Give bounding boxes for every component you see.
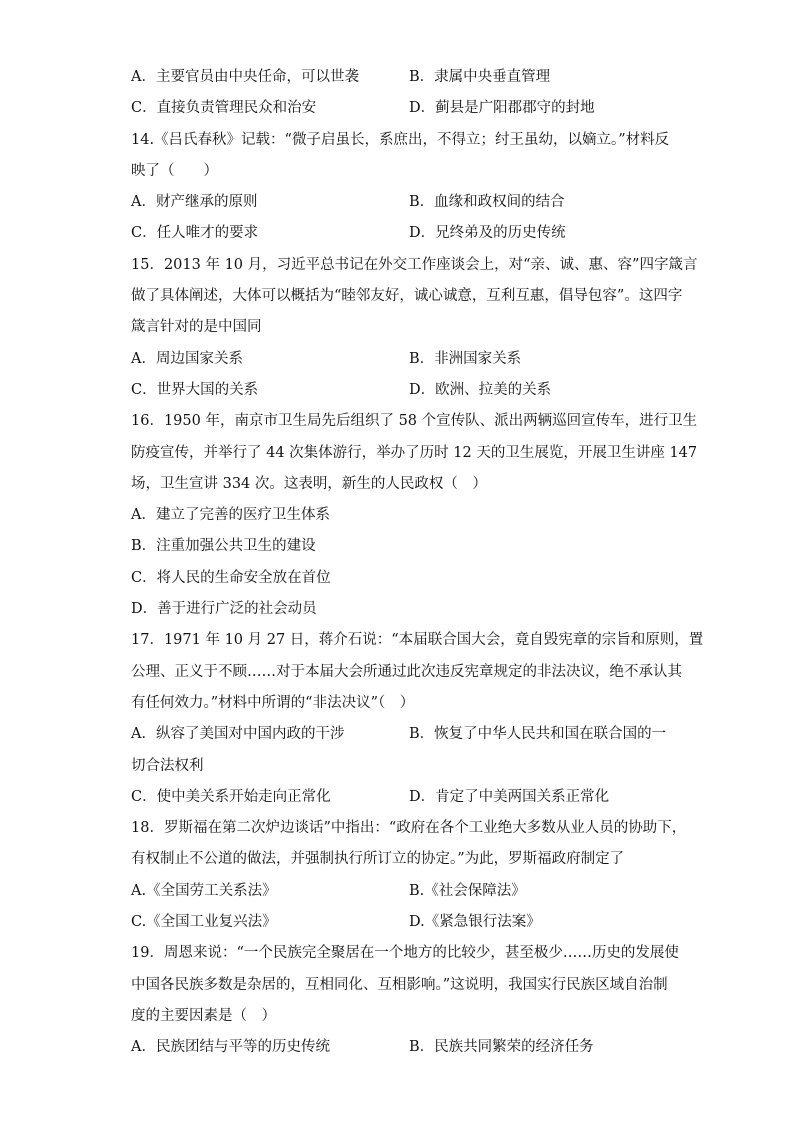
q17-option-c[interactable]: C．使中美关系开始走向正常化: [131, 788, 331, 805]
q19-stem-line1: 19．周恩来说：“一个民族完全聚居在一个地方的比较少，甚至极少……历史的发展使: [131, 945, 679, 962]
q17-options-row1: [131, 719, 671, 750]
q17-option-a[interactable]: A．纵容了美国对中国内政的干涉: [131, 726, 345, 743]
q17-stem-line1: 17．1971 年 10 月 27 日，蒋介石说：“本届联合国大会，竟自毁宪章的宗旨和原则，置: [131, 632, 704, 649]
q16-option-b[interactable]: B．注重加强公共卫生的建设: [131, 538, 316, 555]
q14-stem-line2: 映了（ ）: [131, 162, 218, 179]
q17-option-b[interactable]: B．恢复了中华人民共和国在联合国的一: [409, 726, 667, 743]
q18-option-a[interactable]: A.《全国劳工关系法》: [131, 882, 277, 899]
q19-option-b[interactable]: B．民族共同繁荣的经济任务: [409, 1039, 594, 1056]
q13-option-a[interactable]: A．主要官员由中央任命，可以世袭: [131, 69, 359, 85]
q18-options-row1: [131, 876, 671, 907]
q16-option-a[interactable]: A．建立了完善的医疗卫生体系: [131, 507, 330, 524]
q15-option-b[interactable]: B．非洲国家关系: [409, 350, 522, 367]
q16-option-d[interactable]: D．善于进行广泛的社会动员: [131, 601, 317, 618]
q18-option-d[interactable]: D.《紧急银行法案》: [409, 914, 541, 931]
q19-stem-line2: 中国各民族多数是杂居的，互相同化、互相影响。”这说明，我国实行民族区域自治制: [131, 976, 668, 993]
q16-stem-line2: 防疫宣传，并举行了 44 次集体游行，举办了历时 12 天的卫生展览，开展卫生讲座 147: [131, 444, 698, 461]
q14-stem-line1: 14.《吕氏春秋》记载：“微子启虽长，系庶出，不得立；纣王虽幼，以嫡立。”材料反: [131, 131, 670, 148]
q15-options-row2: [131, 375, 671, 406]
q13-option-d[interactable]: D．蓟县是广阳郡郡守的封地: [409, 100, 595, 117]
q17-options-row2: [131, 782, 671, 813]
q13-options-row2: [131, 93, 671, 124]
q15-options-row1: [131, 344, 671, 375]
q18-stem-line2: 有权制止不公道的做法，并强制执行所订立的协定。”为此，罗斯福政府制定了: [131, 851, 625, 868]
q19-option-a[interactable]: A．民族团结与平等的历史传统: [131, 1039, 330, 1056]
q14-option-a[interactable]: A．财产继承的原则: [131, 194, 258, 211]
q14-option-d[interactable]: D．兄终弟及的历史传统: [409, 225, 566, 242]
q16-stem-line1: 16．1950 年，南京市卫生局先后组织了 58 个宣传队、派出两辆巡回宣传车，进行卫生: [131, 413, 698, 430]
q13-option-b[interactable]: B．隶属中央垂直管理: [409, 69, 551, 85]
q14-option-b[interactable]: B．血缘和政权间的结合: [409, 194, 565, 211]
q18-stem-line1: 18．罗斯福在第二次炉边谈话”中指出：“政府在各个工业绝大多数从业人员的协助下，: [131, 820, 687, 837]
q16-option-c[interactable]: C．将人民的生命安全放在首位: [131, 569, 331, 586]
q14-options-row2: [131, 218, 671, 249]
q15-option-d[interactable]: D．欧洲、拉美的关系: [409, 381, 552, 398]
q15-option-a[interactable]: A．周边国家关系: [131, 350, 243, 367]
q14-options-row1: [131, 187, 671, 218]
q18-option-c[interactable]: C.《全国工业复兴法》: [131, 914, 277, 931]
q16-stem-line3: 场，卫生宣讲 334 次。这表明，新生的人民政权（ ）: [131, 475, 487, 492]
q18-option-b[interactable]: B.《社会保障法》: [409, 882, 526, 899]
q19-options-row1: [131, 1032, 671, 1063]
q13-options-row1: [131, 62, 671, 93]
q15-option-c[interactable]: C．世界大国的关系: [131, 381, 259, 398]
q18-options-row2: [131, 907, 671, 938]
q15-stem-line1: 15．2013 年 10 月，习近平总书记在外交工作座谈会上，对“亲、诚、惠、容”四字箴言: [131, 256, 698, 273]
q17-stem-line3: 有任何效力。”材料中所谓的“非法决议”（ ）: [131, 694, 415, 711]
q15-stem-line2: 做了具体阐述，大体可以概括为“睦邻友好，诚心诚意，互利互惠，倡导包容”。这四字: [131, 288, 683, 305]
q19-stem-line3: 度的主要因素是（ ）: [131, 1007, 276, 1024]
question-content: [131, 62, 704, 1064]
q15-stem-line3: 箴言针对的是中国同: [131, 319, 262, 336]
q17-stem-line2: 公理、正义于不顾……对于本届大会所通过此次违反宪章规定的非法决议，绝不承认其: [131, 663, 682, 680]
q17-option-d[interactable]: D．肯定了中美两国关系正常化: [409, 788, 610, 805]
q13-option-c[interactable]: C．直接负责管理民众和治安: [131, 100, 317, 117]
q14-option-c[interactable]: C．任人唯才的要求: [131, 225, 259, 242]
q17-option-b-continued: 切合法权利: [131, 757, 204, 774]
